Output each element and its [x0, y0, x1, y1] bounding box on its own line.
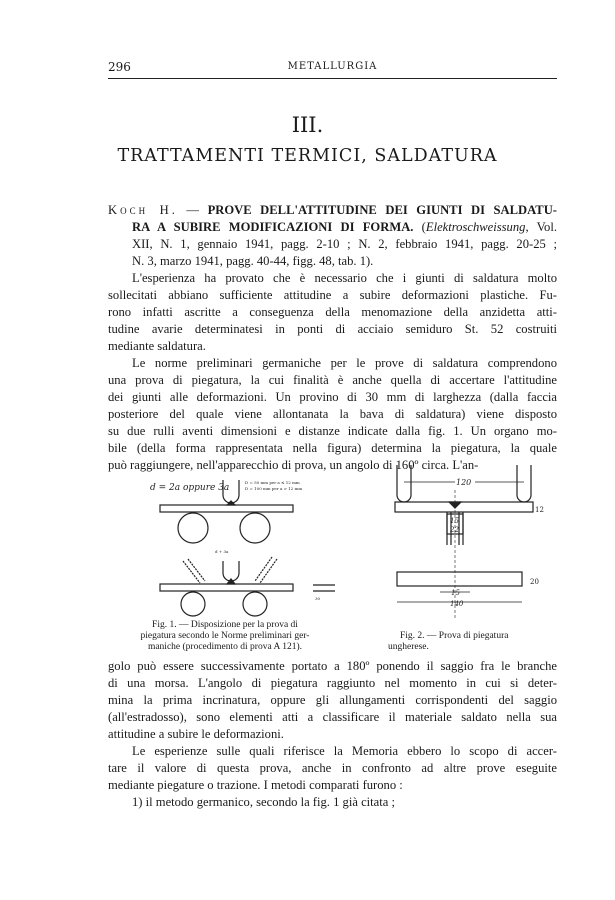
figure-2-caption: Fig. 2. — Prova di piegatura ungherese.: [388, 631, 509, 652]
text-line: di una morsa. L'angolo di piegatura raggiunto nel momento in cui si deter-: [108, 676, 557, 690]
text-line: dei giunti alle deformazioni. Un provino di 30 mm di larghezza (dalla faccia: [108, 390, 557, 404]
fig2-a: 15: [450, 517, 459, 525]
body-text-before: [108, 270, 557, 474]
running-title: METALLURGIA: [287, 61, 378, 72]
text-line: Le norme preliminari germaniche per le prove di saldatura comprendono: [132, 356, 557, 370]
text-line: mediante saldatura.: [108, 339, 206, 353]
text-line: bile (della forma rappresentata nella figura) determina la piegatura, la quale: [108, 441, 557, 455]
text-line: tudine avarie determinatesi in ponti di acciaio semiduro St. 52 costruiti: [108, 322, 557, 336]
fig1-note-1: D = 50 mm per a ≤ 12 mm: [245, 480, 300, 485]
fig2-b: 22: [450, 526, 459, 534]
text-line: golo può essere successivamente portato a 180º ponendo il saggio fra le branche: [108, 659, 557, 673]
text-line: mina la prima incrinatura, oppure gli allungamenti corrispondenti del saggio: [108, 693, 557, 707]
body-text-after: [108, 658, 557, 811]
text-line: attitudine a subire le deformazioni.: [108, 727, 284, 741]
text-line: mediante piegature o trazione. I metodi comparati furono :: [108, 778, 403, 792]
text-line: 1) il metodo germanico, secondo la fig. 1 già citata ;: [132, 795, 395, 809]
fig2-inner: 15: [451, 589, 460, 597]
text-line: (all'estradosso), sono elementi atti a classificare il materiale saldato nella sua: [108, 710, 557, 724]
chapter-number: III.: [291, 113, 324, 137]
text-line: su due rulli aventi dimensioni e distanze indicate dalla fig. 1. Un organo mo-: [108, 424, 557, 438]
fig2-length: 140: [450, 600, 464, 608]
chapter-title: TRATTAMENTI TERMICI, SALDATURA: [117, 146, 498, 166]
page-number: 296: [108, 60, 131, 74]
fig1-note-2: D = 100 mm per a > 12 mm: [245, 486, 303, 491]
fig1-span: d + 3a: [215, 549, 229, 554]
fig2-span: 120: [456, 478, 472, 487]
text-line: posteriore del quale viene allontanata la bava di saldatura) viene disposto: [108, 407, 557, 421]
fig2-height: 20: [530, 578, 539, 586]
running-header: [108, 60, 557, 79]
journal-name: Elektroschweissung: [425, 220, 526, 234]
author: Koch H.: [108, 203, 178, 217]
text-line: tare il valore di questa prova, anche in confronto ad altre prove eseguite: [108, 761, 557, 775]
text-line: L'esperienza ha provato che è necessario che i giunti di saldatura molto: [132, 271, 557, 285]
bibliographic-entry: Koch H. — PROVE DELL'ATTITUDINE DEI GIUNTI DI SALDATU- RA A SUBIRE MODIFICAZIONI DI FORMA. (Elektroschweissung, Vol. XII, N. 1, gennaio 1941, pagg. 2-10 ; N. 2, febbraio 1941, pagg. 20-25 ; N. 3, marzo 1941, pagg. 40-44, figg. 48, tab. 1).: [108, 203, 558, 268]
fig1-width: 30: [315, 596, 321, 601]
fig1-formula: d = 2a oppure 3a: [150, 483, 230, 493]
text-line: rono infatti ascritte a conseguenza della menomazione della anzidetta atti-: [108, 305, 557, 319]
figure-2-diagram: [385, 460, 545, 625]
figure-1-caption: Fig. 1. — Disposizione per la prova di piegatura secondo le Norme preliminari ger- maniche (procedimento di prova A 121).: [140, 620, 310, 652]
text-line: Le esperienze sulle quali riferisce la Memoria ebbero lo scopo di accer-: [132, 744, 557, 758]
article-title: PROVE DELL'ATTITUDINE DEI GIUNTI DI SALDATU-: [207, 203, 557, 217]
text-line: una prova di piegatura, la cui finalità è anche quella di accertare l'attitudine: [108, 373, 557, 387]
fig2-thick: 12: [535, 506, 544, 514]
text-line: può raggiungere, nell'apparecchio di prova, un angolo di 160º circa. L'an-: [108, 458, 479, 472]
text-line: sollecitati abbiano sufficiente attitudine a subire deformazioni plastiche. Fu-: [108, 288, 557, 302]
figure-1-diagram: [145, 477, 335, 620]
